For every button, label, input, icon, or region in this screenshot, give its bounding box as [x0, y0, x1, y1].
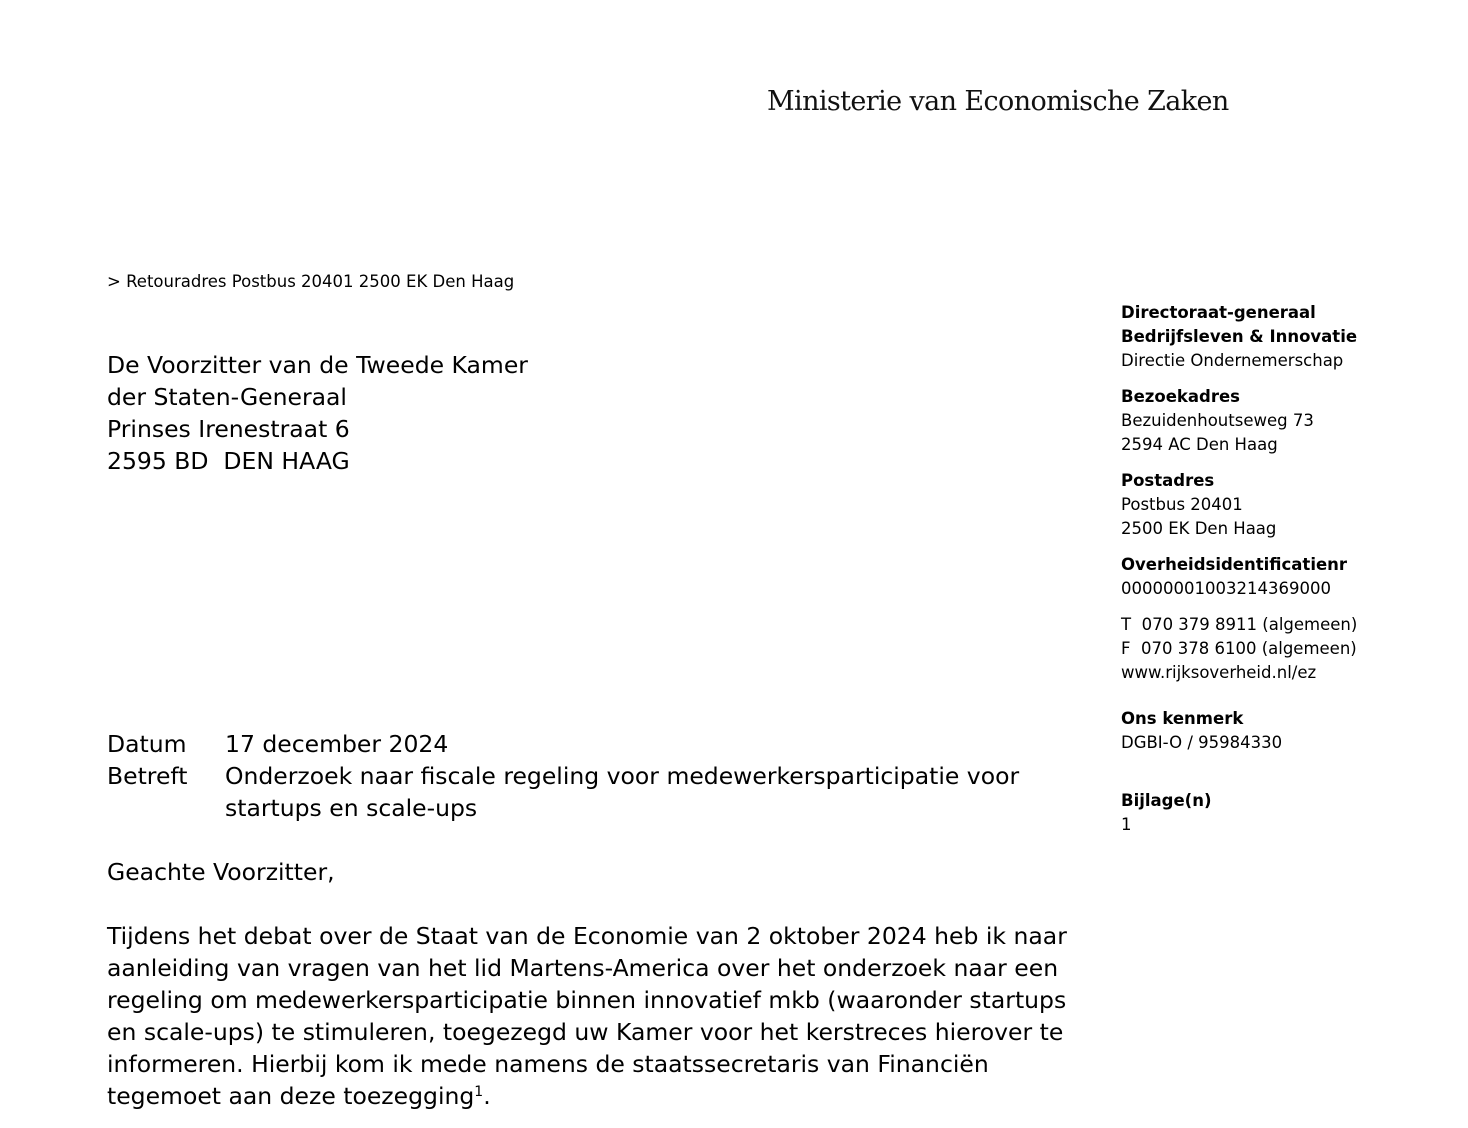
addressee-line: 2595 BD DEN HAAG: [107, 447, 350, 475]
organisation-block: [1121, 301, 1357, 373]
government-id-value: 00000001003214369000: [1121, 579, 1331, 598]
footnote-reference[interactable]: 1: [474, 1084, 484, 1100]
org-line: Directie Ondernemerschap: [1121, 351, 1344, 370]
addressee-block: [107, 349, 528, 477]
subject-label: Betreft: [107, 762, 188, 790]
postal-address-block: [1121, 469, 1276, 541]
phone-number: T 070 379 8911 (algemeen): [1121, 615, 1358, 634]
date-label: Datum: [107, 730, 187, 758]
letter-body: [107, 920, 1107, 1112]
body-last-line-end: .: [483, 1082, 491, 1110]
visit-address-line: 2594 AC Den Haag: [1121, 435, 1278, 454]
body-line: regeling om medewerkersparticipatie binnen innovatief mkb (waaronder startups: [107, 986, 1067, 1014]
reference-value: DGBI-O / 95984330: [1121, 733, 1283, 752]
return-address: > Retouradres Postbus 20401 2500 EK Den Haag: [107, 272, 515, 291]
reference-label: Ons kenmerk: [1121, 709, 1244, 728]
subject-row: [107, 760, 1085, 824]
body-line: en scale-ups) te stimuleren, toegezegd uw Kamer voor het kerstreces hierover te: [107, 1018, 1064, 1046]
date-row: [107, 728, 1085, 760]
subject-value: [225, 760, 1085, 824]
letter-meta: [107, 728, 1085, 824]
body-line: [107, 1080, 1107, 1112]
attachments-block: [1121, 789, 1212, 837]
postal-address-line: Postbus 20401: [1121, 495, 1243, 514]
government-id-block: [1121, 553, 1347, 601]
government-id-label: Overheidsidentificatienr: [1121, 555, 1348, 574]
subject-line: Onderzoek naar fiscale regeling voor medewerkersparticipatie voor: [225, 762, 1020, 790]
body-line: Tijdens het debat over de Staat van de Economie van 2 oktober 2024 heb ik naar: [107, 922, 1067, 950]
postal-address-label: Postadres: [1121, 471, 1215, 490]
visit-address-label: Bezoekadres: [1121, 387, 1240, 406]
attachments-value: 1: [1121, 815, 1132, 834]
subject-line: startups en scale-ups: [225, 794, 478, 822]
fax-number: F 070 378 6100 (algemeen): [1121, 639, 1357, 658]
contact-block: [1121, 613, 1357, 685]
body-line: aanleiding van vragen van het lid Martens-America over het onderzoek naar een: [107, 954, 1059, 982]
body-last-line-text: tegemoet aan deze toezegging: [107, 1082, 475, 1110]
salutation: Geachte Voorzitter,: [107, 858, 335, 886]
date-value: 17 december 2024: [225, 730, 449, 758]
postal-address-line: 2500 EK Den Haag: [1121, 519, 1277, 538]
org-line: Directoraat-generaal: [1121, 303, 1316, 322]
attachments-label: Bijlage(n): [1121, 791, 1212, 810]
ministry-name: Ministerie van Economische Zaken: [767, 86, 1229, 117]
visit-address-line: Bezuidenhoutseweg 73: [1121, 411, 1314, 430]
visit-address-block: [1121, 385, 1314, 457]
addressee-line: Prinses Irenestraat 6: [107, 415, 350, 443]
org-line: Bedrijfsleven & Innovatie: [1121, 327, 1358, 346]
addressee-line: der Staten-Generaal: [107, 383, 347, 411]
body-line: informeren. Hierbij kom ik mede namens de staatssecretaris van Financiën: [107, 1050, 989, 1078]
reference-block: [1121, 707, 1282, 755]
website-link[interactable]: www.rijksoverheid.nl/ez: [1121, 663, 1317, 682]
addressee-line: De Voorzitter van de Tweede Kamer: [107, 351, 528, 379]
